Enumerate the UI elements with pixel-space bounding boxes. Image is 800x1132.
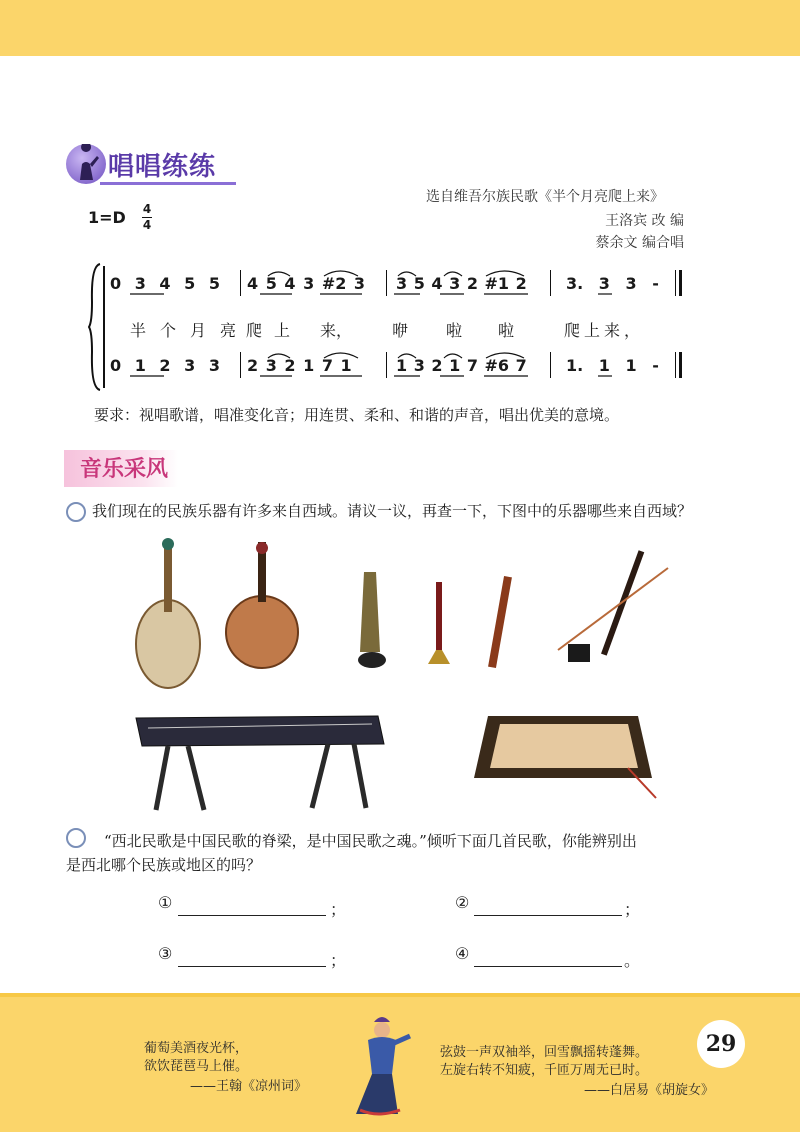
- answer-blank-4[interactable]: [474, 966, 622, 967]
- answer-label-2: ②: [455, 893, 470, 912]
- poem-right-line-1: 弦鼓一声双袖举，回雪飘摇转蓬舞。: [440, 1045, 649, 1060]
- poem-left-author: ——王翰《凉州词》: [190, 1079, 308, 1094]
- lower-measure-4: 1. 1 1 -: [566, 356, 659, 375]
- answer-label-1: ①: [158, 893, 173, 912]
- poem-right-line-2: 左旋右转不知疲，千匝万周无已时。: [440, 1063, 649, 1078]
- key-signature: 1=D: [88, 208, 126, 227]
- lyric-6: 啦: [498, 321, 515, 340]
- lyric-1: 半个月亮: [130, 321, 251, 340]
- singer-icon: [66, 144, 106, 184]
- question-folksongs-line1: “西北民歌是中国民歌的脊梁，是中国民歌之魂。”倾听下面几首民歌，你能辨别出: [104, 832, 637, 850]
- answer-end-3: ；: [330, 951, 347, 970]
- lower-measure-3: 1 3 2 1 7 #6 7: [396, 356, 527, 375]
- dizi-image: [488, 576, 512, 668]
- sheng-image: [358, 572, 386, 668]
- upper-measure-4: 3. 3 3 -: [566, 274, 659, 293]
- answer-end-4: 。: [624, 951, 641, 970]
- section-title-folk: 音乐采风: [64, 450, 178, 487]
- answer-blank-3[interactable]: [178, 966, 326, 967]
- lyric-3: 来，: [320, 321, 353, 340]
- section-title-underline: [100, 182, 236, 185]
- poem-right-author: ——白居易《胡旋女》: [584, 1083, 715, 1098]
- song-adapter: 王洛宾 改 编: [605, 213, 684, 229]
- upper-measure-2: 4 5 4 3 #2 3: [247, 274, 366, 293]
- ruan-image: [226, 542, 298, 668]
- upper-measure-1: 0 3 4 5 5: [110, 274, 220, 293]
- listen-horn-icon: [66, 502, 86, 522]
- lyric-7: 爬上来，: [564, 321, 645, 340]
- answer-label-4: ④: [455, 944, 470, 963]
- suona-image: [428, 582, 450, 664]
- upper-measure-3: 3 5 4 3 2 #1 2: [396, 274, 527, 293]
- meter-top: 4: [142, 202, 152, 216]
- lyric-5: 啦: [446, 321, 463, 340]
- pipa-image: [136, 538, 200, 688]
- meter-bottom: 4: [142, 218, 152, 232]
- time-signature: [142, 203, 152, 232]
- listen-horn-icon-2: [66, 828, 86, 848]
- answer-blank-2[interactable]: [474, 915, 622, 916]
- guzheng-image: [136, 716, 384, 810]
- page-number: 29: [697, 1020, 745, 1068]
- song-arranger: 蔡余文 编合唱: [595, 235, 684, 251]
- answer-label-3: ③: [158, 944, 173, 963]
- section-title-sing: 唱唱练练: [108, 152, 217, 182]
- poem-left-line-1: 葡萄美酒夜光杯，: [144, 1041, 249, 1056]
- top-band: [0, 0, 800, 56]
- lyric-4: 咿: [392, 321, 409, 340]
- lyric-2: 爬上: [246, 321, 303, 340]
- dancer-illustration: [348, 1014, 414, 1120]
- answer-end-2: ；: [624, 900, 641, 919]
- yangqin-image: [474, 716, 656, 798]
- question-instruments: 我们现在的民族乐器有许多来自西域。请议一议，再查一下，下图中的乐器哪些来自西域？: [92, 502, 693, 520]
- lower-measure-2: 2 3 2 1 7 1: [247, 356, 352, 375]
- poem-left-line-2: 欲饮琵琶马上催。: [144, 1059, 249, 1074]
- answer-end-1: ；: [330, 900, 347, 919]
- instruments-illustration: [128, 532, 688, 822]
- answer-blank-1[interactable]: [178, 915, 326, 916]
- song-source: 选自维吾尔族民歌《半个月亮爬上来》: [426, 189, 664, 205]
- score-slurs: [100, 262, 690, 392]
- practice-requirement: 要求：视唱歌谱，唱准变化音；用连贯、柔和、和谐的声音，唱出优美的意境。: [94, 406, 620, 424]
- erhu-image: [558, 550, 668, 662]
- lower-measure-1: 0 1 2 3 3: [110, 356, 220, 375]
- question-folksongs-line2: 是西北哪个民族或地区的吗？: [66, 856, 262, 874]
